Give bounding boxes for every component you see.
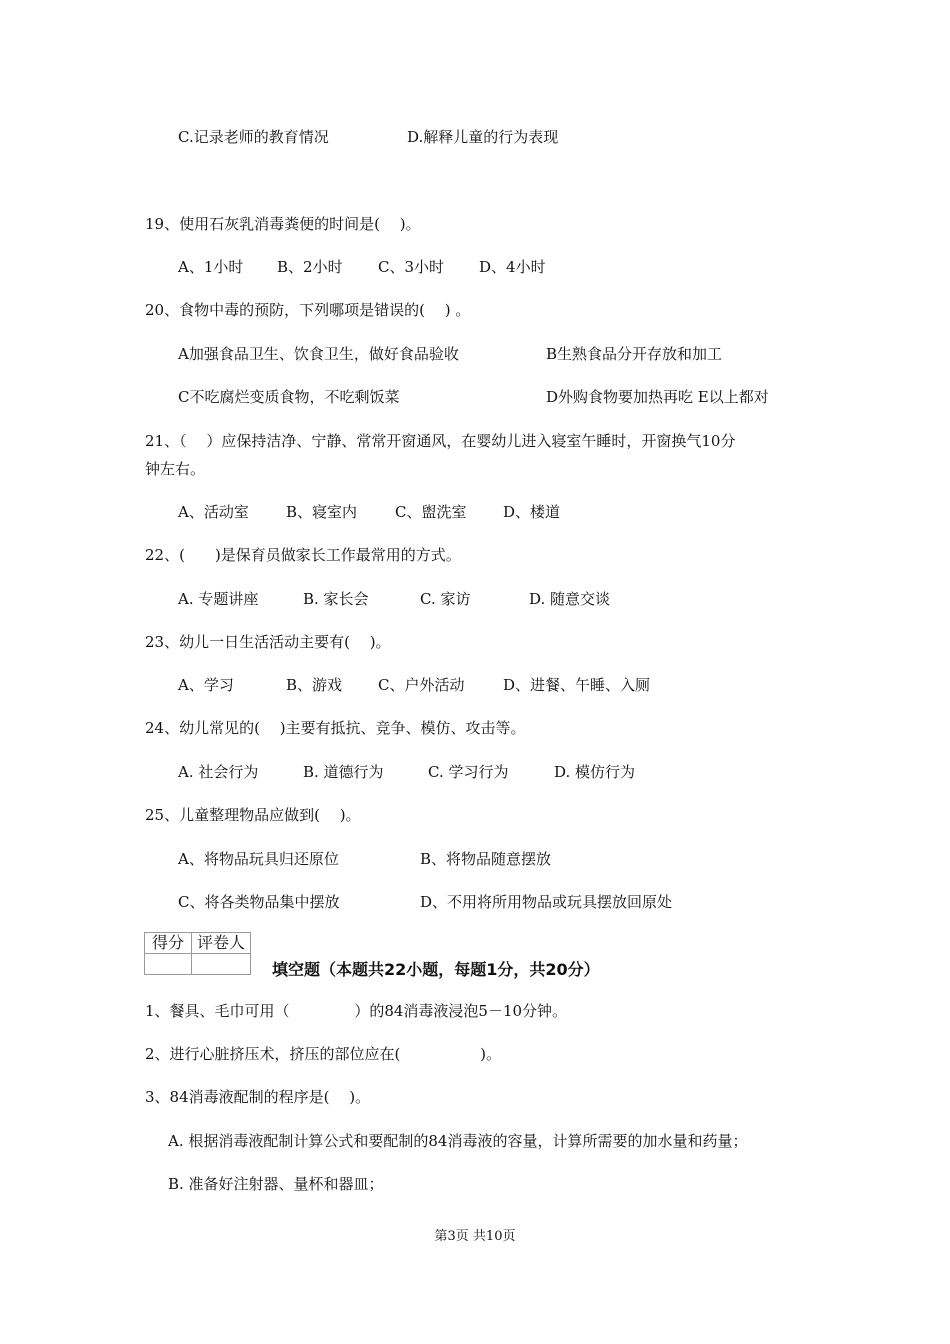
q25-option-c: C、将各类物品集中摆放: [178, 893, 340, 911]
q24-option-d: D. 模仿行为: [554, 763, 636, 781]
q22-stem: 22、( )是保育员做家长工作最常用的方式。: [145, 546, 461, 564]
q22-option-d: D. 随意交谈: [529, 590, 611, 608]
q20-option-b: B生熟食品分开存放和加工: [546, 345, 723, 363]
fill-q2: 2、进行心脏挤压术，挤压的部位应在( )。: [145, 1045, 502, 1063]
q24-option-c: C. 学习行为: [428, 763, 509, 781]
page-footer: 第3页 共10页: [434, 1229, 516, 1244]
score-table: [144, 932, 251, 975]
q25-option-d: D、不用将所用物品或玩具摆放回原处: [420, 893, 673, 911]
q23-option-d: D、进餐、午睡、入厕: [503, 676, 651, 694]
q18-option-d: D.解释儿童的行为表现: [407, 128, 559, 146]
q23-options: [0, 675, 950, 695]
fill-q3-option-b: B. 准备好注射器、量杯和器皿；: [168, 1175, 384, 1193]
q22-option-b: B. 家长会: [303, 590, 369, 608]
q21-option-c: C、盥洗室: [395, 503, 467, 521]
q23-option-a: A、学习: [178, 676, 234, 694]
q20-options-row1: [0, 344, 950, 364]
fill-q1: 1、餐具、毛巾可用（ ）的84消毒液浸泡5－10分钟。: [145, 1002, 568, 1020]
q21-option-a: A、活动室: [178, 503, 249, 521]
q25-option-b: B、将物品随意摆放: [420, 850, 552, 868]
score-cell: [145, 954, 192, 975]
q24-option-b: B. 道德行为: [303, 763, 384, 781]
q21-option-d: D、楼道: [503, 503, 561, 521]
q19-option-a: A、1小时: [178, 258, 244, 276]
q21-options: [0, 502, 950, 522]
q18-options: [0, 127, 950, 147]
reviewer-label: 评卷人: [192, 933, 251, 954]
score-label: 得分: [145, 933, 192, 954]
q23-stem: 23、幼儿一日生活活动主要有( )。: [145, 633, 391, 651]
q19-options: [0, 257, 950, 277]
q19-option-b: B、2小时: [277, 258, 343, 276]
q20-stem: 20、食物中毒的预防，下列哪项是错误的( ) 。: [145, 301, 471, 319]
q25-option-a: A、将物品玩具归还原位: [178, 850, 339, 868]
q21-stem-line1: 21、（ ）应保持洁净、宁静、常常开窗通风，在婴幼儿进入寝室午睡时，开窗换气10分: [145, 432, 736, 450]
q21-stem-line2: 钟左右。: [145, 460, 206, 478]
q19-option-c: C、3小时: [378, 258, 445, 276]
q25-stem: 25、儿童整理物品应做到( )。: [145, 806, 361, 824]
q20-option-d: D外购食物要加热再吃 E以上都对: [546, 388, 769, 406]
q22-option-c: C. 家访: [420, 590, 471, 608]
q23-option-b: B、游戏: [286, 676, 343, 694]
section-title: 填空题（本题共22小题，每题1分，共20分）: [272, 960, 600, 979]
q19-stem: 19、使用石灰乳消毒粪便的时间是( )。: [145, 215, 421, 233]
q20-option-c: C不吃腐烂变质食物，不吃剩饭菜: [178, 388, 400, 406]
q24-option-a: A. 社会行为: [178, 763, 259, 781]
q18-option-c: C.记录老师的教育情况: [178, 128, 329, 146]
fill-q3-option-a: A. 根据消毒液配制计算公式和要配制的84消毒液的容量，计算所需要的加水量和药量；: [168, 1132, 748, 1150]
q25-options-row2: [0, 892, 950, 912]
q19-option-d: D、4小时: [479, 258, 546, 276]
reviewer-cell: [192, 954, 251, 975]
q20-option-a: A加强食品卫生、饮食卫生，做好食品验收: [178, 345, 459, 363]
fill-q3: 3、84消毒液配制的程序是( )。: [145, 1088, 371, 1106]
q21-option-b: B、寝室内: [286, 503, 358, 521]
q22-options: [0, 589, 950, 609]
q25-options-row1: [0, 849, 950, 869]
q22-option-a: A. 专题讲座: [178, 590, 259, 608]
q23-option-c: C、户外活动: [378, 676, 465, 694]
q24-stem: 24、幼儿常见的( )主要有抵抗、竞争、模仿、攻击等。: [145, 719, 526, 737]
q24-options: [0, 762, 950, 782]
q20-options-row2: [0, 387, 950, 407]
